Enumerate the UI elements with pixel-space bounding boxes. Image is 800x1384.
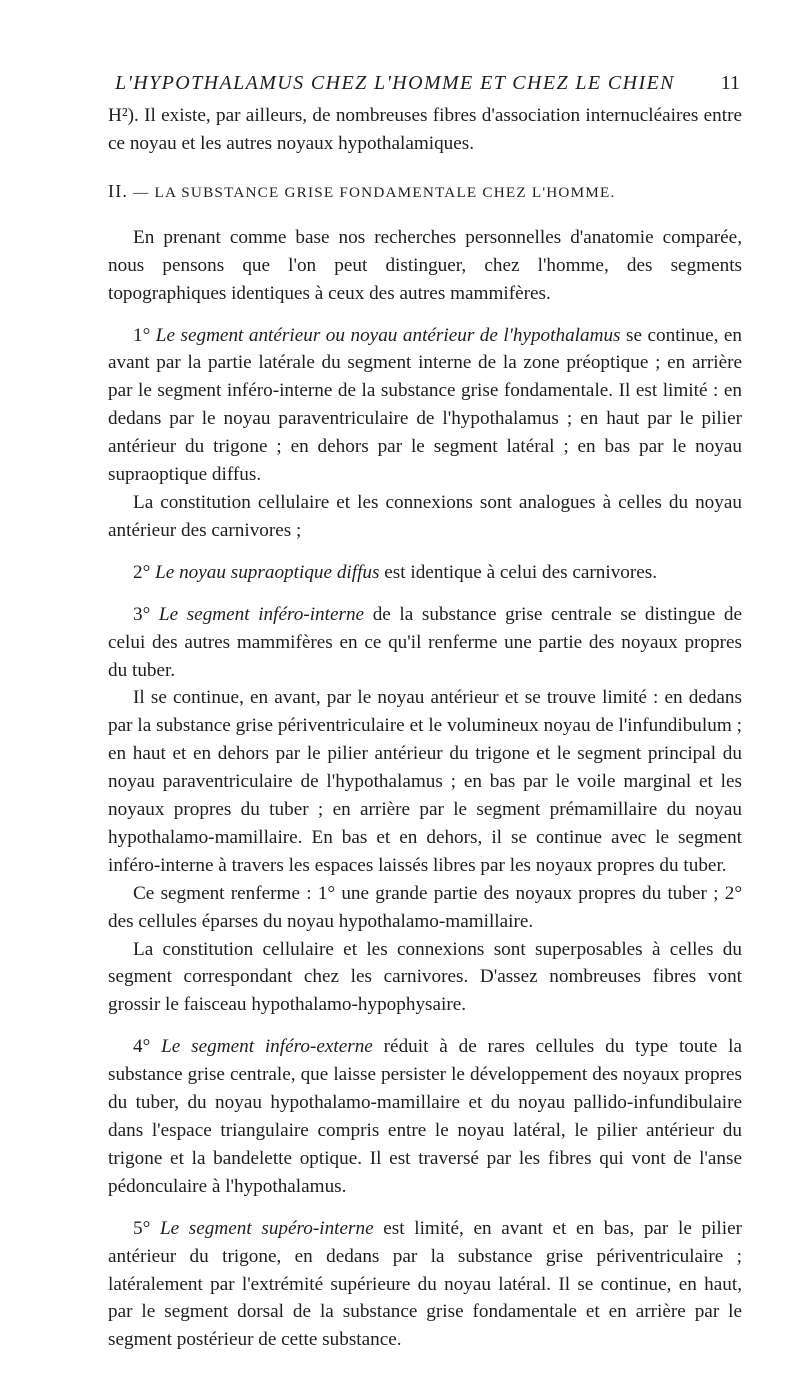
- intro-paragraph: H²). Il existe, par ailleurs, de nombreuses fibres d'association internucléaires entre ce noyau et les autres noyaux hypothalamiques.: [108, 105, 742, 154]
- item-number: 4°: [133, 1036, 151, 1058]
- paragraph-intro: En prenant comme base nos recherches personnelles d'anatomie comparée, nous pensons que l'on peut distinguer, chez l'homme, des segments topographiques identiques à ceux des autres mammifères.: [108, 226, 742, 304]
- item-title: Le segment antérieur ou noyau antérieur de l'hypothalamus: [155, 324, 621, 346]
- body-text: [108, 102, 742, 1354]
- item-title: Le segment inféro-externe: [161, 1036, 373, 1058]
- item-title: Le segment supéro-interne: [159, 1217, 374, 1239]
- paragraph-limites: Il se continue, en avant, par le noyau antérieur et se trouve limité : en dedans par la substance grise périventriculaire et le volumineux noyau de l'infundibulum ; en haut et en dehors par le pilier antérieur du trigone et le segment principal du noyau paraventriculaire de l'hypothalamus ; en bas par le voile marginal et les noyaux propres du tuber ; en arrière par le segment prémamillaire du noyau hypothalamo-mamillaire. En bas et en dehors, il se continue avec le segment inféro-interne à travers les espaces laissés libres par les noyaux propres du tuber.: [108, 687, 742, 876]
- item-text: est identique à celui des carnivores.: [384, 561, 658, 583]
- item-number: 5°: [133, 1217, 151, 1239]
- page-number: 11: [720, 72, 740, 94]
- paragraph-constitution-anterieur: La constitution cellulaire et les connexions sont analogues à celles du noyau antérieur des carnivores ;: [108, 491, 742, 541]
- item-text: est limité, en avant et en bas, par le pilier antérieur du trigone, en dedans par la substance grise périventriculaire ; latéralement par l'extrémité supérieure du noyau latéral. Il se continue, en haut, par le segment dorsal de la substance grise fondamentale et en arrière par le segment postérieur de cette substance.: [108, 1217, 742, 1351]
- paragraph-renferme: Ce segment renferme : 1° une grande partie des noyaux propres du tuber ; 2° des cellules éparses du noyau hypothalamo-mamillaire.: [108, 882, 742, 932]
- running-title: L'HYPOTHALAMUS CHEZ L'HOMME ET CHEZ LE CHIEN: [115, 72, 675, 94]
- section-title: LA SUBSTANCE GRISE FONDAMENTALE CHEZ L'HOMME.: [154, 183, 616, 201]
- page-header: [110, 70, 740, 100]
- section-dash: —: [133, 183, 150, 201]
- item-text: se continue, en avant par la partie latérale du segment interne de la zone préoptique ; en arrière par le segment inféro-interne de la substance grise fondamentale. Il est limité : en dedans par le noyau paraventriculaire de l'hypothalamus ; en haut par le pilier antérieur du trigone ; en dehors par le segment latéral ; en bas par le noyau supraoptique diffus.: [108, 324, 743, 486]
- item-text: de la substance grise centrale se distingue de celui des autres mammifères en ce qu'il renferme une partie des noyaux propres du tuber.: [108, 603, 743, 681]
- paragraph-infero-externe: [108, 1033, 742, 1200]
- paragraph-supero-interne: [108, 1215, 742, 1355]
- item-number: 2°: [133, 561, 151, 583]
- section-number: II.: [108, 180, 129, 201]
- paragraph-constitution: La constitution cellulaire et les connexions sont superposables à celles du segment correspondant chez les carnivores. D'assez nombreuses fibres vont grossir le faisceau hypothalamo-hypophysaire.: [108, 938, 742, 1016]
- paragraph-supraoptique: [108, 559, 742, 587]
- item-number: 1°: [133, 324, 151, 346]
- item-number: 3°: [133, 603, 151, 625]
- paragraph-segment-anterieur: [108, 322, 742, 489]
- paragraph-infero-interne: [108, 601, 742, 685]
- item-title: Le noyau supraoptique diffus: [155, 561, 380, 583]
- section-heading: [108, 178, 742, 206]
- item-title: Le segment inféro-interne: [158, 603, 365, 625]
- item-text: réduit à de rares cellules du type toute la substance grise centrale, que laisse persister le développement des noyaux propres du tuber, du noyau hypothalamo-mamillaire et du noyau pallido-infundibulaire dans l'espace triangulaire compris entre le noyau latéral, le pilier antérieur du trigone et la bandelette optique. Il est traversé par les fibres qui vont de l'anse pédonculaire à l'hypothalamus.: [108, 1036, 743, 1197]
